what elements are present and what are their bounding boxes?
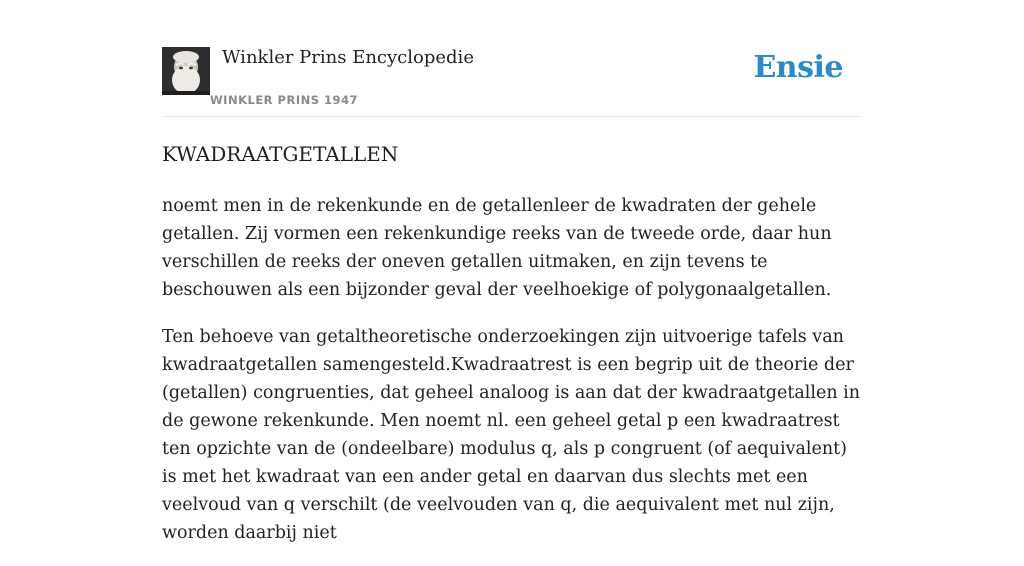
article-paragraph: noemt men in de rekenkunde en de getallenleer de kwadraten der gehele getallen. Zij vormen een rekenkundige reeks van de tweede orde, daar hun verschillen de reeks der oneven getallen uitmaken, en zijn tevens te beschouwen als een bijzonder geval der veelhoekige of polygonaalgetallen. [162,196,832,300]
source-header [162,46,862,117]
source-title[interactable]: Winkler Prins Encyclopedie [222,47,474,68]
article-body [162,192,862,566]
ensie-logo[interactable]: Ensie [753,50,843,85]
article-title: KWADRAATGETALLEN [162,142,399,166]
article-paragraph: Ten behoeve van getaltheoretische onderzoekingen zijn uitvoerige tafels van kwadraatgetallen samengesteld.Kwadraatrest is een begrip uit de theorie der (getallen) congruenties, dat geheel analoog is aan dat der kwadraatgetallen in de gewone rekenkunde. Men noemt nl. een geheel getal p een kwadraatrest ten opzichte van de (ondeelbare) modulus q, als p congruent (of aequivalent) is met het kwadraat van een ander getal en daarvan dus slechts met een veelvoud van q verschilt (de veelvouden van q, die aequivalent met nul zijn, worden daarbij niet [162,327,861,543]
author-avatar[interactable] [162,47,210,95]
source-subtitle[interactable]: WINKLER PRINS 1947 [210,93,359,107]
author-portrait-icon [162,47,210,95]
